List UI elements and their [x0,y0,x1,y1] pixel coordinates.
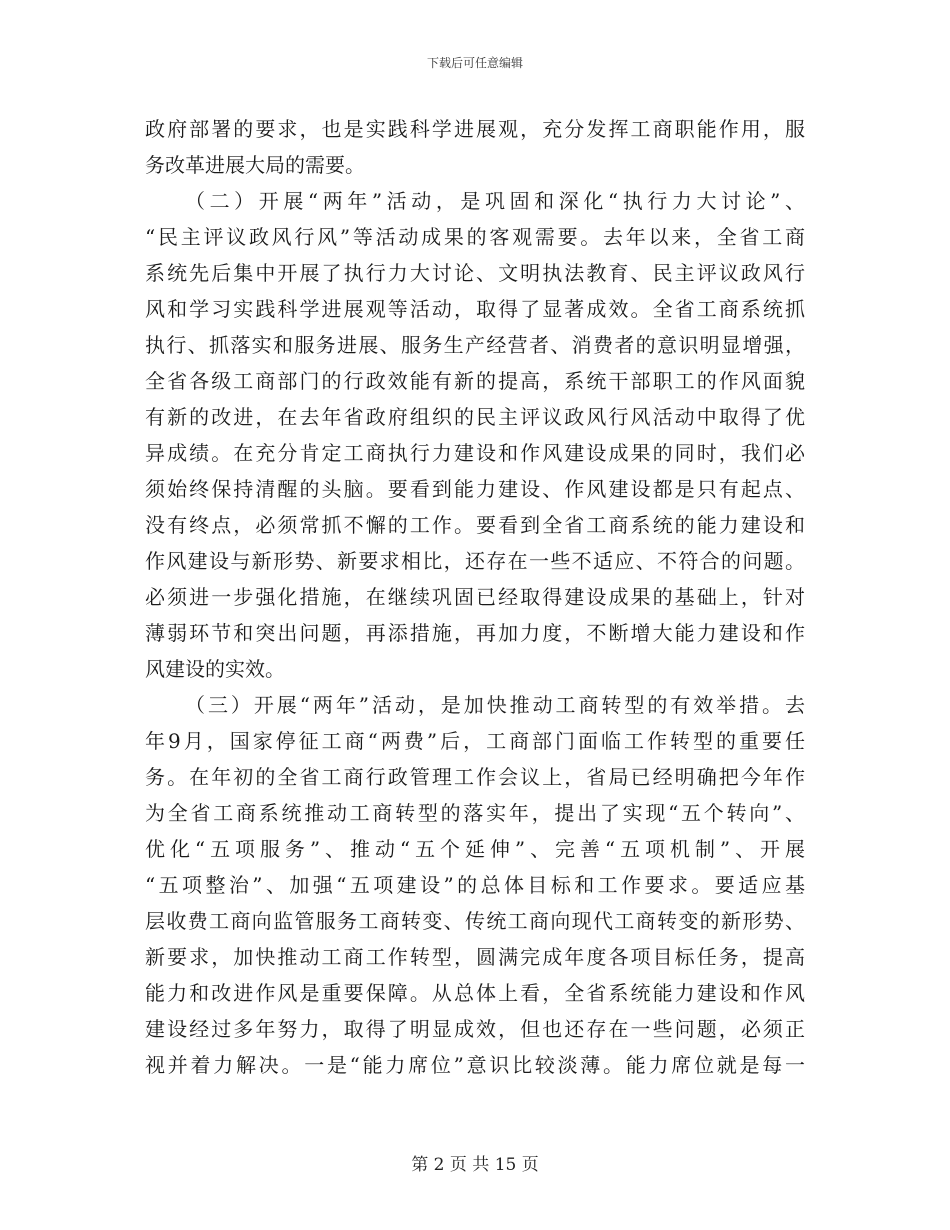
text-line: 视并着力解决。一是“能力席位”意识比较淡薄。能力席位就是每一 [145,1053,805,1077]
text-line: 建设经过多年努力，取得了明显成效，但也还存在一些问题，必须正 [145,1017,805,1041]
text-line: “五项整治”、加强“五项建设”的总体目标和工作要求。要适应基 [145,873,805,897]
text-line: 新要求，加快推动工商工作转型，圆满完成年度各项目标任务，提高 [145,945,805,969]
text-line: 必须进一步强化措施，在继续巩固已经取得建设成果的基础上，针对 [145,585,805,609]
page-header: 下载后可任意编辑 [426,56,523,70]
text-line: 作风建设与新形势、新要求相比，还存在一些不适应、不符合的问题。 [145,549,805,573]
text-line: 层收费工商向监管服务工商转变、传统工商向现代工商转变的新形势、 [145,909,805,933]
text-line: 没有终点，必须常抓不懈的工作。要看到全省工商系统的能力建设和 [145,513,805,537]
text-line: 优化“五项服务”、推动“五个延伸”、完善“五项机制”、开展 [145,837,805,861]
text-line: 异成绩。在充分肯定工商执行力建设和作风建设成果的同时，我们必 [145,441,805,465]
text-line: 系统先后集中开展了执行力大讨论、文明执法教育、民主评议政风行 [145,261,805,285]
document-body [145,111,805,1083]
text-line: 有新的改进，在去年省政府组织的民主评议政风行风活动中取得了优 [145,405,805,429]
text-line: 年9月，国家停征工商“两费”后，工商部门面临工作转型的重要任 [145,729,805,753]
page-number-footer: 第 2 页 共 15 页 [411,1155,539,1175]
text-line: 风建设的实效。 [145,657,285,681]
text-line: 政府部署的要求，也是实践科学进展观，充分发挥工商职能作用，服 [145,117,805,141]
text-line: 风和学习实践科学进展观等活动，取得了显著成效。全省工商系统抓 [145,297,805,321]
text-line: 务。在年初的全省工商行政管理工作会议上，省局已经明确把今年作 [145,765,805,789]
text-line: 务改革进展大局的需要。 [145,153,365,177]
text-line: 执行、抓落实和服务进展、服务生产经营者、消费者的意识明显增强， [145,333,805,357]
paragraph-start-line: （二）开展“两年”活动，是巩固和深化“执行力大讨论”、 [185,189,805,213]
text-line: 须始终保持清醒的头脑。要看到能力建设、作风建设都是只有起点、 [145,477,805,501]
text-line: 为全省工商系统推动工商转型的落实年，提出了实现“五个转向”、 [145,801,805,825]
paragraph-start-line: （三）开展“两年”活动，是加快推动工商转型的有效举措。去 [185,693,805,717]
text-line: “民主评议政风行风”等活动成果的客观需要。去年以来，全省工商 [145,225,805,249]
text-line: 薄弱环节和突出问题，再添措施，再加力度，不断增大能力建设和作 [145,621,805,645]
text-line: 全省各级工商部门的行政效能有新的提高，系统干部职工的作风面貌 [145,369,805,393]
text-line: 能力和改进作风是重要保障。从总体上看，全省系统能力建设和作风 [145,981,805,1005]
